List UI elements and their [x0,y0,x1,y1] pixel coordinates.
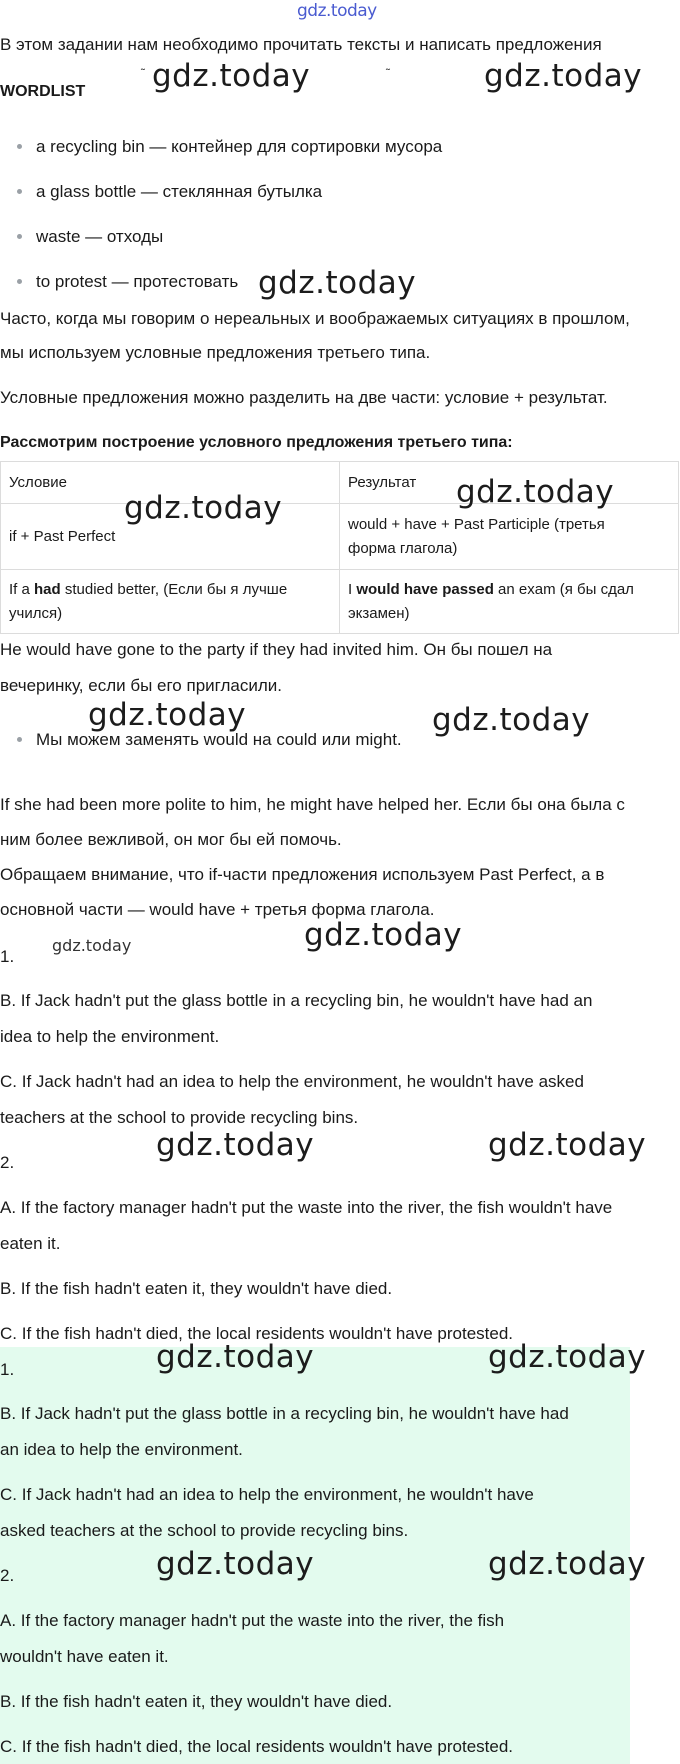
theory-line: Условные предложения можно разделить на две части: условие + результат. [0,388,608,407]
answer-line: B. If Jack hadn't put the glass bottle in a recycling bin, he wouldn't have had [0,1404,569,1423]
answer-number: 1. [0,947,15,966]
watermark: gdz.today [488,1127,647,1163]
answer-line: B. If the fish hadn't eaten it, they wouldn't have died. [0,1279,393,1298]
answer-number: 2. [0,1153,15,1172]
answer-number: 1. [0,1360,15,1379]
cell-text: an exam (я бы сдал [493,580,634,598]
table-cell [1,570,340,634]
answer-line: idea to help the environment. [0,1027,220,1046]
answer-line: B. If the fish hadn't eaten it, they wouldn't have died. [0,1692,393,1711]
answer-line: an idea to help the environment. [0,1440,243,1459]
watermark: gdz.today [88,697,247,733]
tick-mark: ˜ [386,66,390,80]
watermark: gdz.today [156,1546,315,1582]
cell-line: экзамен) [348,604,410,622]
cell-text: I [348,580,357,598]
top-watermark: gdz.today [297,1,377,21]
answer-line: wouldn't have eaten it. [0,1647,169,1666]
watermark: gdz.today [484,58,643,94]
watermark: gdz.today [124,490,283,526]
example-line: ним более вежливой, он мог бы ей помочь. [0,830,342,849]
answer-line: asked teachers at the school to provide recycling bins. [0,1521,409,1540]
example-line: If she had been more polite to him, he might have helped her. Если бы она была с [0,795,625,814]
cell-line: форма глагола) [348,539,458,557]
wordlist-title: WORDLIST [0,83,86,100]
answer-line: A. If the factory manager hadn't put the waste into the river, the fish wouldn't have [0,1198,613,1217]
watermark: gdz.today [488,1339,647,1375]
cell-text: If a [9,580,35,598]
intro-text: В этом задании нам необходимо прочитать тексты и написать предложения [0,35,602,54]
watermark: gdz.today [156,1339,315,1375]
tick-mark: ˜ [141,66,145,80]
watermark: gdz.today [156,1127,315,1163]
table-row [1,570,679,634]
cell-line: would + have + Past Participle (третья [348,515,605,533]
wordlist-item: a glass bottle — стеклянная бутылка [0,169,442,214]
watermark: gdz.today [52,936,132,955]
table-row [1,504,679,570]
theory-line: Часто, когда мы говорим о нереальных и воображаемых ситуациях в прошлом, [0,309,630,328]
answer-line: A. If the factory manager hadn't put the waste into the river, the fish [0,1611,505,1630]
cell-bold: would have passed [356,580,494,598]
theory-heading: Рассмотрим построение условного предложения третьего типа: [0,434,513,451]
wordlist-item: waste — отходы [0,214,442,259]
watermark: gdz.today [304,917,463,953]
answer-line: teachers at the school to provide recycling bins. [0,1108,359,1127]
note-line: основной части — would have + третья форма глагола. [0,900,435,919]
answer-line: C. If the fish hadn't died, the local residents wouldn't have protested. [0,1324,514,1343]
wordlist-item: a recycling bin — контейнер для сортировки мусора [0,124,442,169]
watermark: gdz.today [258,265,417,301]
cell-text: studied better, (Если бы я лучше [60,580,288,598]
cell-bold: had [34,580,61,598]
wordlist-item: to protest — протестовать [0,259,442,304]
answer-line: C. If the fish hadn't died, the local residents wouldn't have protested. [0,1737,514,1756]
table-cell [340,504,679,570]
answer-number: 2. [0,1566,15,1585]
watermark: gdz.today [432,702,591,738]
watermark: gdz.today [152,58,311,94]
table-cell: if + Past Perfect [1,504,340,570]
table-cell: Результат [340,462,679,504]
cell-line: учился) [9,604,63,622]
theory-line: мы используем условные предложения третьего типа. [0,343,431,362]
note-bullet: Мы можем заменять would на could или might. [0,722,402,757]
answer-line: B. If Jack hadn't put the glass bottle in a recycling bin, he wouldn't have had an [0,991,593,1010]
answer-line: eaten it. [0,1234,61,1253]
answer-line: C. If Jack hadn't had an idea to help the environment, he wouldn't have asked [0,1072,584,1091]
table-cell [340,570,679,634]
answer-line: C. If Jack hadn't had an idea to help the environment, he wouldn't have [0,1485,534,1504]
table-cell: Условие [1,462,340,504]
watermark: gdz.today [488,1546,647,1582]
example-line: He would have gone to the party if they had invited him. Он бы пошел на [0,640,553,659]
example-line: вечеринку, если бы его пригласили. [0,676,282,695]
note-line: Обращаем внимание, что if-части предложения используем Past Perfect, а в [0,865,605,884]
watermark: gdz.today [456,474,615,510]
